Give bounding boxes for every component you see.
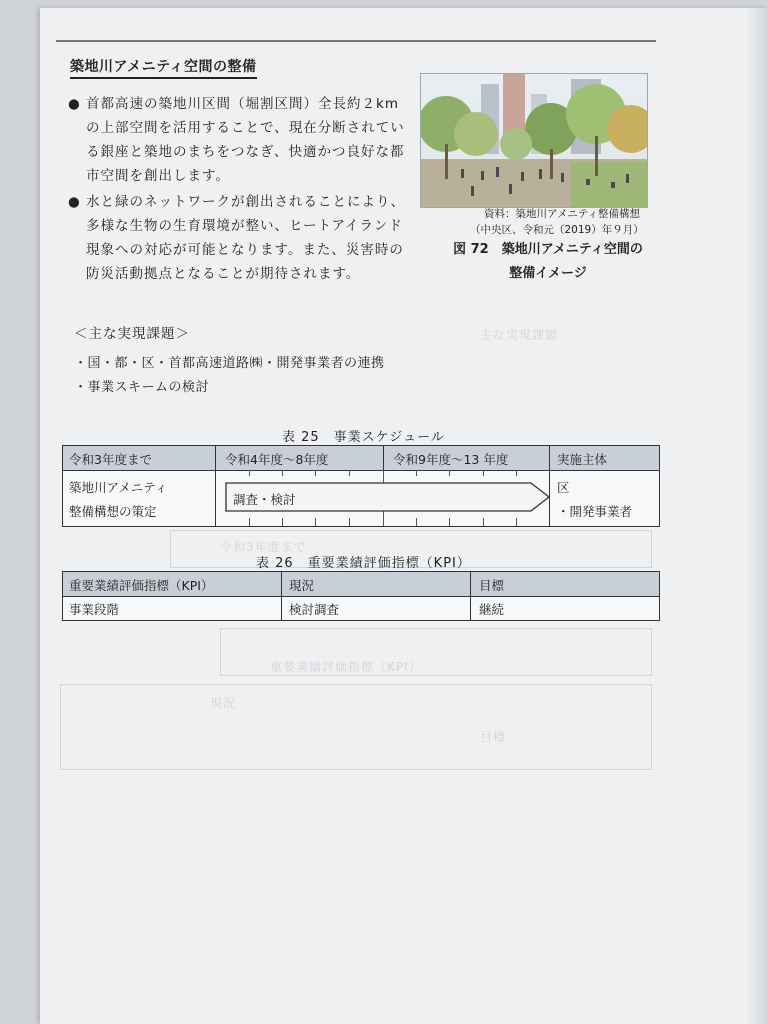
bullet-icon: ● [68,194,81,210]
year-tick [449,470,450,476]
year-tick [349,518,350,526]
column-divider [281,572,282,620]
table-cell: 継続 [479,602,505,617]
schedule-table [62,445,660,527]
year-tick [516,518,517,526]
year-tick [282,518,283,526]
document-page [40,8,768,1024]
header-cell: 現況 [289,578,315,593]
column-divider [383,446,384,470]
year-tick [516,470,517,476]
figure-caption-line: 整備イメージ [509,266,587,281]
page-edge-shadow [746,8,768,1024]
kpi-table [62,571,660,621]
figure-source [470,206,644,238]
bleed-through-box [60,684,652,770]
row-label [69,476,167,524]
bullet-item [68,92,408,188]
year-tick [416,518,417,526]
bullet-text: 水と緑のネットワークが創出されることにより、多様な生物の生育環境が整い、ヒートアイランド現象への対応が可能となります。また、災害時の防災活動拠点となることが期待されます。 [86,194,405,282]
header-cell: 令和3年度まで [69,452,152,467]
year-tick [249,470,250,476]
bullet-item [68,190,408,286]
bleed-through-text: 目標 [480,730,507,744]
implementing-entity [557,476,632,524]
header-cell: 実施主体 [557,452,608,467]
header-cell: 重要業績評価指標（KPI） [69,578,214,593]
task-item: ・事業スキームの検討 [74,380,210,395]
park-illustration [421,74,647,207]
entity-line: ・開発事業者 [557,504,633,519]
entity-line: 区 [557,480,570,495]
page-top-edge [56,40,656,42]
figure-source-line: 資料：築地川アメニティ整備構想 [483,208,640,220]
row-label-line: 築地川アメニティ [69,480,168,495]
table-title: 表 26 重要業績評価指標（KPI） [256,556,471,571]
task-item: ・国・都・区・首都高速道路㈱・開発事業者の連携 [74,356,385,371]
column-divider [470,572,471,620]
header-cell: 目標 [479,578,505,593]
year-tick [483,470,484,476]
year-tick [416,470,417,476]
year-tick [282,470,283,476]
year-tick [315,518,316,526]
figure-source-line: （中央区、令和元（2019）年９月） [470,224,644,236]
header-cell: 令和4年度～8年度 [225,452,329,467]
figure-caption [438,238,658,286]
year-tick [449,518,450,526]
table-title: 表 25 事業スケジュール [282,430,445,445]
section-title: 築地川アメニティ空間の整備 [70,56,257,79]
figure-image [420,73,648,208]
bleed-through-text: 令和3年度まで [220,540,307,554]
table-cell: 検討調査 [289,602,340,617]
header-cell: 令和9年度～13 年度 [393,452,509,467]
column-divider [215,446,216,526]
bleed-through-text: 重要業績評価指標（KPI） [270,660,422,674]
bleed-through-text: 現況 [210,696,237,710]
year-tick [483,518,484,526]
tasks-heading: ＜主な実現課題＞ [74,326,190,342]
bullet-icon: ● [68,96,81,112]
year-tick [249,518,250,526]
table-cell: 事業段階 [69,602,120,617]
bleed-through-text: 主な実現課題 [480,328,559,342]
year-tick [315,470,316,476]
bullet-text: 首都高速の築地川区間（堀割区間）全長約２kmの上部空間を活用することで、現在分断されている銀座と築地のまちをつなぎ、快適かつ良好な都市空間を創出します。 [86,96,405,184]
figure-caption-line: 図 72 築地川アメニティ空間の [453,242,643,257]
arrow-label: 調査・検討 [233,492,296,507]
year-tick [349,470,350,476]
row-label-line: 整備構想の策定 [69,504,157,519]
